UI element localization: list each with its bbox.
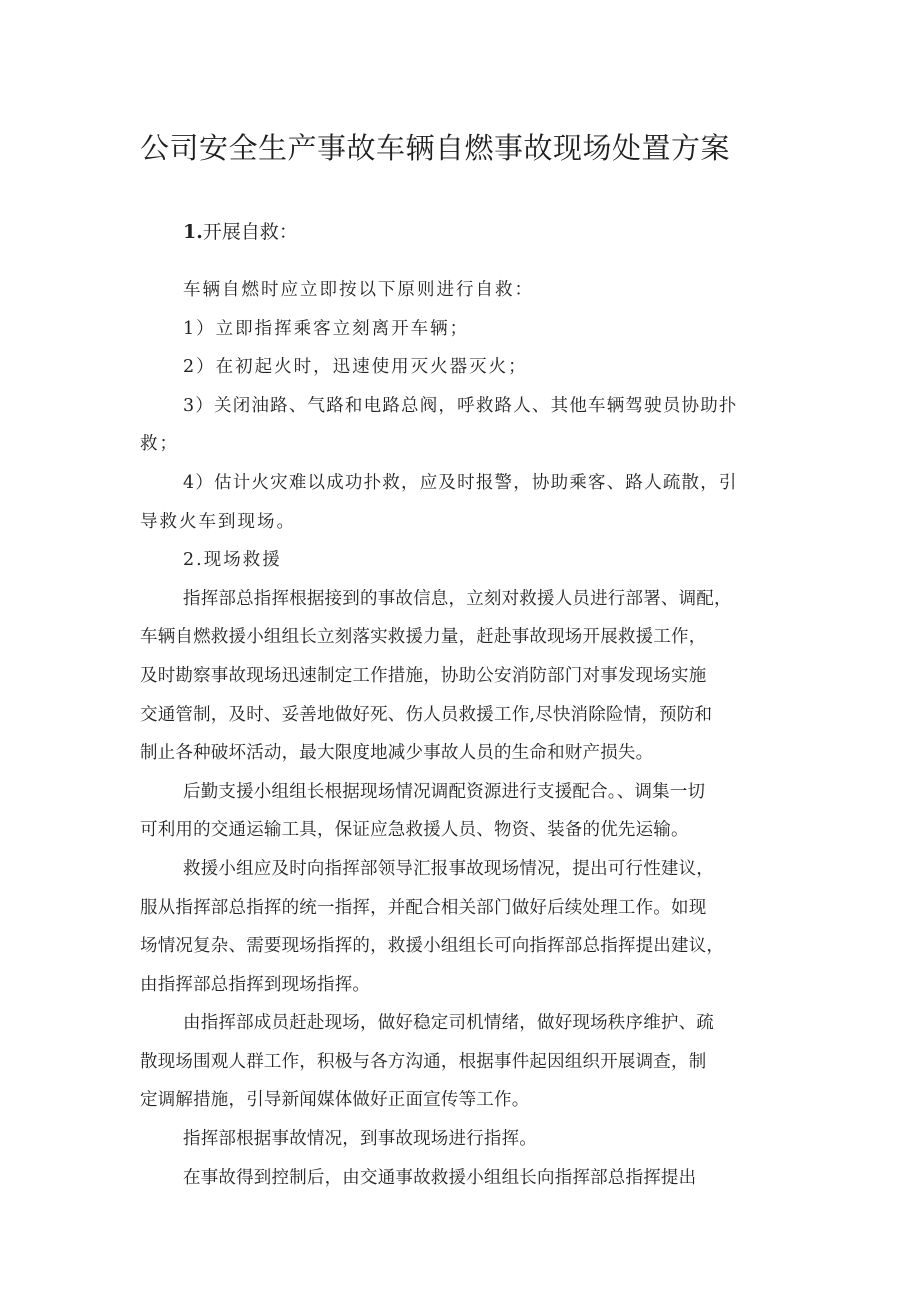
- paragraph-line: 由指挥部成员赶赴现场，做好稳定司机情绪，做好现场秩序维护、疏: [183, 1013, 714, 1034]
- paragraph-line: 救援小组应及时向指挥部领导汇报事故现场情况，提出可行性建议，: [183, 858, 714, 879]
- section-heading-rescue: 2.现场救援: [183, 550, 282, 571]
- paragraph-line: 服从指挥部总指挥的统一指挥，并配合相关部门做好后续处理工作。如现: [140, 897, 707, 918]
- document-body: [140, 276, 800, 1202]
- paragraph-line: 车辆自燃时应立即按以下原则进行自救：: [183, 280, 534, 300]
- paragraph-line: 制止各种破坏活动，最大限度地减少事故人员的生命和财产损失。: [140, 743, 654, 764]
- section-number: 1.: [183, 221, 203, 243]
- paragraph-line: 指挥部根据事故情况，到事故现场进行指挥。: [183, 1129, 537, 1150]
- paragraph-line: 散现场围观人群工作，积极与各方沟通，根据事件起因组织开展调查，制: [140, 1051, 707, 1072]
- document-title: 公司安全生产事故车辆自燃事故现场处置方案: [140, 131, 731, 165]
- paragraph-line: 救；: [140, 434, 179, 455]
- paragraph-line: 交通管制，及时、妥善地做好死、伤人员救援工作,尽快消除险情，预防和: [140, 704, 713, 725]
- paragraph-line: 及时勘察事故现场迅速制定工作措施，协助公安消防部门对事发现场实施: [140, 665, 707, 686]
- paragraph-line: 2）在初起火时，迅速使用灭火器灭火；: [183, 357, 528, 378]
- paragraph-line: 定调解措施，引导新闻媒体做好正面宣传等工作。: [140, 1090, 530, 1111]
- paragraph-line: 可利用的交通运输工具，保证应急救援人员、物资、装备的优先运输。: [140, 820, 689, 841]
- paragraph-line: 1）立即指挥乘客立刻离开车辆；: [183, 318, 470, 339]
- paragraph-line: 场情况复杂、需要现场指挥的，救援小组组长可向指挥部总指挥提出建议，: [140, 936, 725, 957]
- section-heading-self-rescue: [183, 218, 298, 246]
- paragraph-line: 后勤支援小组组长根据现场情况调配资源进行支援配合。、调集一切: [183, 781, 706, 802]
- paragraph-line: 导救火车到现场。: [140, 511, 296, 532]
- paragraph-line: 车辆自燃救援小组组长立刻落实救援力量，赶赴事故现场开展救援工作，: [140, 627, 707, 648]
- paragraph-line: 由指挥部总指挥到现场指挥。: [140, 974, 371, 995]
- paragraph-line: 4）估计火灾难以成功扑救，应及时报警，协助乘客、路人疏散，引: [183, 472, 738, 493]
- paragraph-line: 指挥部总指挥根据接到的事故信息，立刻对救援人员进行部署、调配，: [183, 588, 732, 609]
- paragraph-line: 3）关闭油路、气路和电路总阀，呼救路人、其他车辆驾驶员协助扑: [183, 395, 738, 416]
- section-label: 开展自救：: [202, 221, 298, 243]
- paragraph-line: 在事故得到控制后，由交通事故救援小组组长向指挥部总指挥提出: [183, 1167, 697, 1188]
